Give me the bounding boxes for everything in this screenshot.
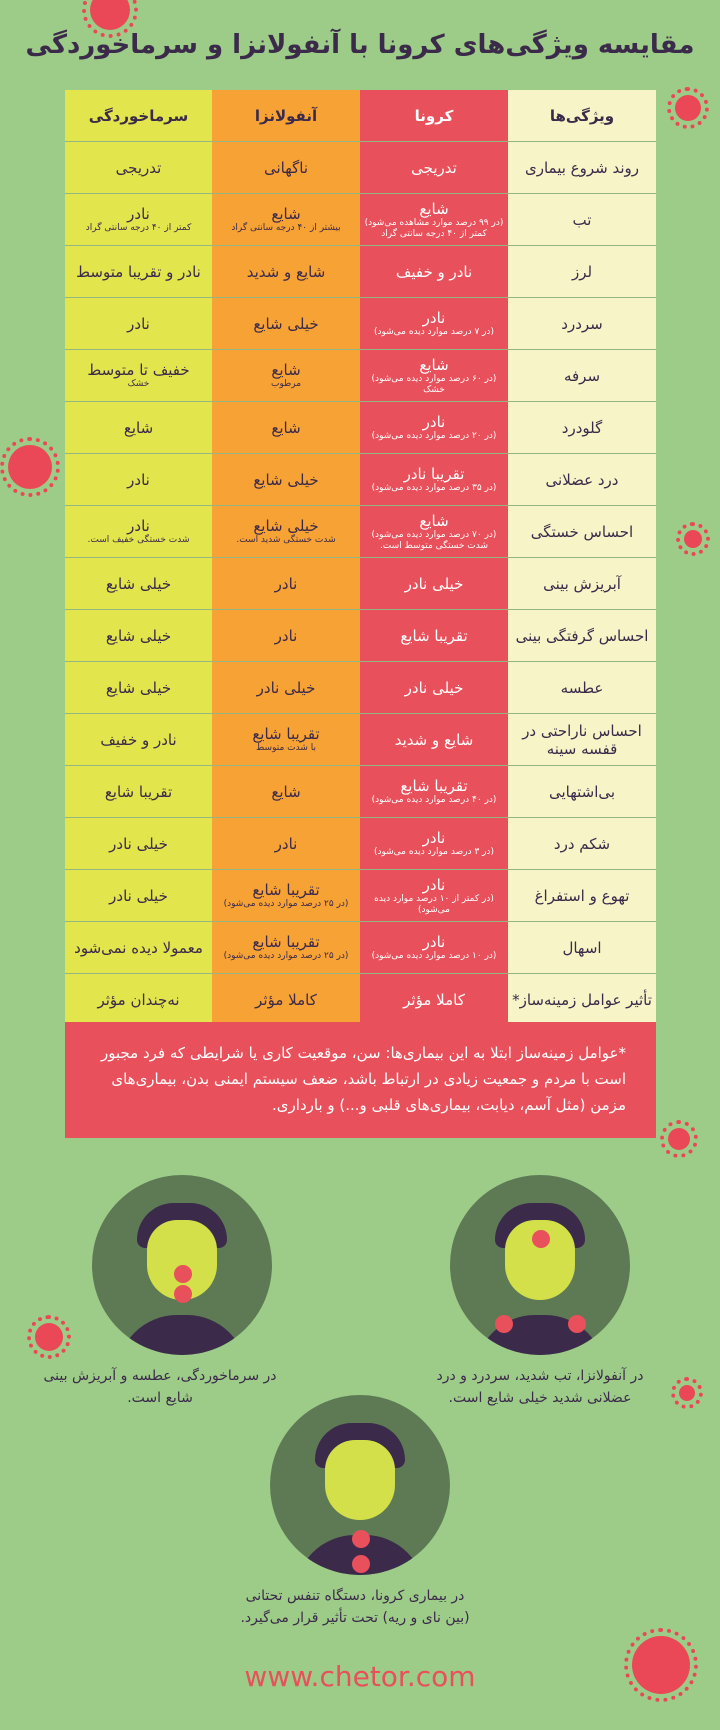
cell-value: نه‌چندان مؤثر <box>97 990 180 1009</box>
table-cell <box>508 610 656 661</box>
table-row <box>65 766 656 818</box>
table-row <box>65 662 656 714</box>
cell-value: آبریزش بینی <box>543 574 621 593</box>
table-row <box>65 246 656 298</box>
table-cell <box>65 454 212 505</box>
cell-note: (در ۳ درصد موارد دیده می‌شود) <box>373 847 495 857</box>
table-cell <box>212 558 360 609</box>
cell-value: خیلی شایع <box>253 314 319 333</box>
risk-factors-note: *عوامل زمینه‌ساز ابتلا به این بیماری‌ها: سن، موقعیت کاری یا شرایطی که فرد مجبور است با مردم و جمعیت زیادی در ارتباط باشد، ضعف سیستم ایمنی بدن، بیماری‌های مزمن (مثل آسم، دیابت، بیماری‌های قلبی و...) و بارداری. <box>65 1022 656 1138</box>
header-features: ویژگی‌ها <box>508 90 656 141</box>
table-cell <box>360 558 508 609</box>
cell-value: شکم درد <box>553 834 611 853</box>
table-cell <box>360 506 508 557</box>
table-cell <box>65 194 212 245</box>
cell-note: (در ۷ درصد موارد دیده می‌شود) <box>373 327 495 337</box>
cell-value: تقریبا شایع <box>252 881 320 899</box>
cell-value: معمولا دیده نمی‌شود <box>74 938 203 957</box>
cell-value: گلودرد <box>561 418 603 437</box>
cell-value: نادر <box>422 875 446 894</box>
table-cell <box>212 246 360 297</box>
cell-value: شایع <box>271 205 301 223</box>
table-cell <box>360 766 508 817</box>
table-cell <box>65 298 212 349</box>
cell-value: نادر <box>422 829 446 847</box>
header-flu: آنفولانزا <box>212 90 360 141</box>
table-cell <box>65 402 212 453</box>
table-cell <box>212 610 360 661</box>
table-cell <box>360 246 508 297</box>
cell-value: نادر <box>127 470 150 489</box>
table-header-row <box>65 90 656 142</box>
cell-value: سرفه <box>563 366 601 385</box>
virus-icon <box>90 0 130 30</box>
cell-note: بیشتر از ۴۰ درجه سانتی گراد <box>231 223 341 233</box>
cell-note: (در ۷۰ درصد موارد دیده می‌شود) شدت خستگی متوسط است. <box>371 529 497 551</box>
cell-note: (در کمتر از ۱۰ درصد موارد دیده می‌شود) <box>374 893 494 915</box>
table-row <box>65 298 656 350</box>
table-cell <box>65 870 212 921</box>
table-cell <box>212 922 360 973</box>
cell-value: ناگهانی <box>263 158 309 177</box>
cell-value: شایع <box>123 418 154 437</box>
table-cell <box>508 558 656 609</box>
virus-icon <box>8 445 52 489</box>
cell-value: تقریبا شایع <box>400 777 468 795</box>
table-row <box>65 558 656 610</box>
cell-value: خفیف تا متوسط <box>87 361 190 379</box>
table-cell <box>212 714 360 765</box>
table-cell <box>360 610 508 661</box>
cell-value: خیلی شایع <box>105 574 172 593</box>
cold-caption: در سرماخوردگی، عطسه و آبریزش بینی شایع است. <box>43 1368 277 1406</box>
table-cell <box>212 506 360 557</box>
cell-note: (در ۴۰ درصد موارد دیده می‌شود) <box>371 795 497 805</box>
cell-note: (در ۲۰ درصد موارد دیده می‌شود) <box>371 431 497 441</box>
table-cell <box>65 766 212 817</box>
cell-value: خیلی شایع <box>253 517 319 535</box>
cell-value: شایع <box>419 199 449 218</box>
table-cell <box>360 714 508 765</box>
table-cell <box>212 194 360 245</box>
table-row <box>65 454 656 506</box>
cell-value: شایع <box>419 355 449 374</box>
cell-note: (در ۲۵ درصد موارد دیده می‌شود) <box>223 951 349 961</box>
cell-value: درد عضلانی <box>545 470 619 489</box>
table-cell <box>508 454 656 505</box>
table-cell <box>65 818 212 869</box>
cell-value: نادر <box>422 413 446 431</box>
cell-value: کاملا مؤثر <box>403 990 465 1009</box>
table-cell <box>65 350 212 401</box>
cell-value: تقریبا شایع <box>252 725 320 743</box>
cell-note: مرطوب <box>270 379 302 389</box>
header-corona: کرونا <box>360 90 508 141</box>
cold-avatar <box>92 1175 272 1355</box>
cell-note: با شدت متوسط <box>256 743 316 753</box>
table-cell <box>212 402 360 453</box>
cell-value: تقریبا نادر <box>403 465 465 483</box>
table-cell <box>360 454 508 505</box>
corona-caption: در بیماری کرونا، دستگاه تنفس تحتانی (بین نای و ریه) تحت تأثیر قرار می‌گیرد. <box>240 1588 470 1626</box>
cell-value: نادر و خفیف <box>395 262 473 281</box>
table-cell <box>508 194 656 245</box>
table-cell <box>360 350 508 401</box>
table-cell <box>508 922 656 973</box>
table-cell <box>212 974 360 1025</box>
cell-note: (در ۱۰ درصد موارد دیده می‌شود) <box>371 951 497 961</box>
table-cell <box>212 662 360 713</box>
virus-icon <box>675 95 701 121</box>
cell-value: خیلی نادر <box>256 678 316 697</box>
cell-value: احساس گرفتگی بینی <box>515 626 649 645</box>
cell-value: نادر <box>274 574 298 593</box>
table-cell <box>508 506 656 557</box>
table-row <box>65 922 656 974</box>
cell-value: خیلی شایع <box>105 678 172 697</box>
table-cell <box>65 974 212 1025</box>
cell-value: نادر <box>422 309 446 327</box>
table-cell <box>508 402 656 453</box>
header-cold: سرماخوردگی <box>65 90 212 141</box>
cell-value: تقریبا شایع <box>104 782 173 801</box>
cell-value: خیلی شایع <box>253 470 319 489</box>
table-cell <box>212 350 360 401</box>
cell-value: عطسه <box>560 678 604 697</box>
cell-value: لرز <box>571 262 593 281</box>
page-title: مقایسه ویژگی‌های کرونا با آنفولانزا و سرماخوردگی <box>25 30 695 60</box>
virus-icon <box>35 1323 63 1351</box>
cell-note: کمتر از ۴۰ درجه سانتی گراد <box>85 223 192 233</box>
table-row <box>65 714 656 766</box>
cell-value: بی‌اشتهایی <box>548 782 616 801</box>
table-cell <box>508 974 656 1025</box>
cell-value: احساس ناراحتی در قفسه سینه <box>522 721 642 758</box>
cell-value: خیلی شایع <box>105 626 172 645</box>
table-cell <box>212 766 360 817</box>
table-cell <box>508 818 656 869</box>
table-cell <box>212 454 360 505</box>
cell-value: نادر و خفیف <box>100 730 177 749</box>
cell-value: تهوع و استفراغ <box>534 886 630 905</box>
table-cell <box>508 246 656 297</box>
table-row <box>65 506 656 558</box>
table-row <box>65 142 656 194</box>
cell-value: نادر <box>422 933 446 951</box>
cell-value: شایع <box>271 782 301 801</box>
table-cell <box>212 818 360 869</box>
corona-avatar <box>270 1395 450 1575</box>
flu-avatar <box>450 1175 630 1355</box>
cell-value: نادر <box>274 834 298 853</box>
cell-note: (در ۹۹ درصد موارد مشاهده می‌شود) کمتر از ۴۰ درجه سانتی گراد <box>364 217 504 239</box>
table-row <box>65 974 656 1026</box>
table-cell <box>508 714 656 765</box>
table-row <box>65 818 656 870</box>
table-row <box>65 402 656 454</box>
cell-value: تأثیر عوامل زمینه‌ساز* <box>512 990 652 1009</box>
cell-note: (در ۶۰ درصد موارد دیده می‌شود) خشک <box>371 373 497 395</box>
table-cell <box>65 142 212 193</box>
cell-value: خیلی نادر <box>404 678 464 697</box>
table-cell <box>508 766 656 817</box>
table-cell <box>212 870 360 921</box>
table-cell <box>65 506 212 557</box>
cell-value: تب <box>572 210 592 229</box>
comparison-table <box>65 90 656 1026</box>
table-cell <box>360 922 508 973</box>
table-row <box>65 350 656 402</box>
cell-value: تقریبا شایع <box>252 933 320 951</box>
table-row <box>65 194 656 246</box>
cell-value: شایع و شدید <box>394 730 474 749</box>
table-row <box>65 870 656 922</box>
cell-value: نادر و تقریبا متوسط <box>76 262 201 281</box>
cell-value: اسهال <box>562 938 602 957</box>
cell-value: تقریبا شایع <box>400 626 468 645</box>
cell-value: نادر <box>127 314 150 333</box>
table-cell <box>360 194 508 245</box>
cell-value: روند شروع بیماری <box>524 158 640 177</box>
virus-icon <box>679 1385 695 1401</box>
cell-value: تدریجی <box>115 158 162 177</box>
table-cell <box>212 142 360 193</box>
cell-value: شایع <box>271 361 301 379</box>
cell-note: شدت خستگی شدید است. <box>236 535 336 545</box>
cell-value: سردرد <box>561 314 603 333</box>
table-cell <box>360 298 508 349</box>
cell-value: احساس خستگی <box>530 522 634 541</box>
table-cell <box>65 714 212 765</box>
cell-value: کاملا مؤثر <box>255 990 317 1009</box>
cell-value: خیلی نادر <box>109 886 168 905</box>
cell-value: نادر <box>274 626 298 645</box>
table-cell <box>508 870 656 921</box>
table-row <box>65 610 656 662</box>
cell-value: خیلی نادر <box>109 834 168 853</box>
table-cell <box>360 142 508 193</box>
table-cell <box>65 558 212 609</box>
table-cell <box>360 818 508 869</box>
cell-value: نادر <box>127 517 150 535</box>
cell-note: (در ۲۵ درصد موارد دیده می‌شود) <box>223 899 349 909</box>
cell-value: نادر <box>127 205 150 223</box>
table-cell <box>508 662 656 713</box>
table-cell <box>508 350 656 401</box>
table-cell <box>508 142 656 193</box>
footer-url: www.chetor.com <box>244 1660 476 1693</box>
table-cell <box>65 246 212 297</box>
virus-icon <box>684 530 702 548</box>
cell-note: (در ۳۵ درصد موارد دیده می‌شود) <box>371 483 497 493</box>
flu-caption: در آنفولانزا، تب شدید، سردرد و درد عضلانی شدید خیلی شایع است. <box>436 1368 644 1406</box>
table-cell <box>360 870 508 921</box>
table-cell <box>65 922 212 973</box>
table-cell <box>508 298 656 349</box>
cell-value: شایع <box>271 418 301 437</box>
cell-value: شایع و شدید <box>246 262 326 281</box>
virus-icon <box>668 1128 690 1150</box>
table-cell <box>65 610 212 661</box>
table-cell <box>360 974 508 1025</box>
cell-note: خشک <box>127 379 150 389</box>
table-cell <box>360 402 508 453</box>
cell-value: خیلی نادر <box>404 574 464 593</box>
table-cell <box>360 662 508 713</box>
table-cell <box>212 298 360 349</box>
table-cell <box>65 662 212 713</box>
cell-value: شایع <box>419 511 449 530</box>
cell-note: شدت خستگی خفیف است. <box>87 535 190 545</box>
cell-value: تدریجی <box>411 158 457 177</box>
